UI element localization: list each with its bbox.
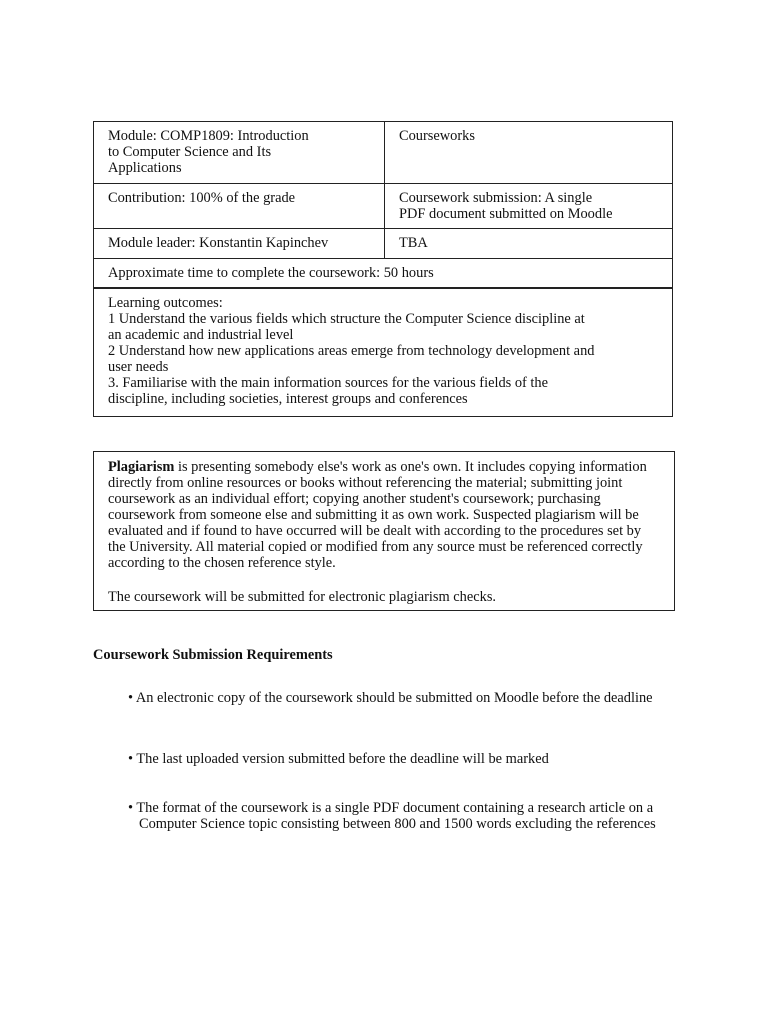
date-cell: TBA — [399, 235, 428, 251]
table-row — [94, 289, 672, 416]
table-row — [94, 184, 672, 229]
module-leader-cell: Module leader: Konstantin Kapinchev — [94, 229, 385, 258]
requirement-text: An electronic copy of the coursework should be submitted on Moodle before the deadline — [135, 690, 653, 706]
table-row — [94, 229, 672, 259]
plagiarism-notice — [93, 451, 675, 611]
module-cell: Module: COMP1809: Introduction to Computer Science and Its Applications — [94, 122, 385, 183]
contribution-cell: Contribution: 100% of the grade — [94, 184, 385, 228]
requirement-text: The format of the coursework is a single PDF document containing a research article on a Computer Science topic consisting between 800 and 1500 words excluding the references — [136, 800, 656, 832]
courseworks-cell: Courseworks — [399, 128, 475, 144]
bullet-icon: • — [128, 800, 134, 816]
approx-time-cell: Approximate time to complete the coursework: 50 hours — [108, 265, 434, 281]
bullet-icon: • — [128, 751, 134, 767]
plagiarism-term: Plagiarism — [108, 459, 175, 475]
plagiarism-checks-note: The coursework will be submitted for electronic plagiarism checks. — [108, 589, 497, 605]
plagiarism-paragraph — [108, 459, 660, 571]
submission-cell: Coursework submission: A single PDF document submitted on Moodle — [399, 190, 613, 222]
requirements-heading: Coursework Submission Requirements — [93, 647, 333, 663]
list-item — [116, 800, 676, 832]
bullet-icon: • — [128, 690, 134, 706]
requirement-text: The last uploaded version submitted before the deadline will be marked — [136, 751, 549, 767]
list-item — [116, 751, 676, 767]
learning-outcomes-cell: Learning outcomes: 1 Understand the various fields which structure the Computer Science discipline at an academic and industrial level 2 Understand how new applications areas emerge from technology development and user needs 3. Familiarise with the main information sources for the various fields of the discipline, including societies, interest groups and conferences — [108, 295, 595, 407]
table-row — [94, 122, 672, 184]
plagiarism-definition: is presenting somebody else's work as one's own. It includes copying information directly from online resources or books without referencing the material; submitting joint coursework as an individual effort; copying another student's coursework; purchasing coursework from someone else and submitting it as own work. Suspected plagiarism will be evaluated and if found to have occurred will be dealt with according to the procedures set by the University. All material copied or modified from any source must be referenced correctly according to the chosen reference style. — [108, 459, 647, 571]
list-item — [116, 690, 676, 706]
coursework-info-table — [93, 121, 673, 417]
table-row — [94, 259, 672, 289]
